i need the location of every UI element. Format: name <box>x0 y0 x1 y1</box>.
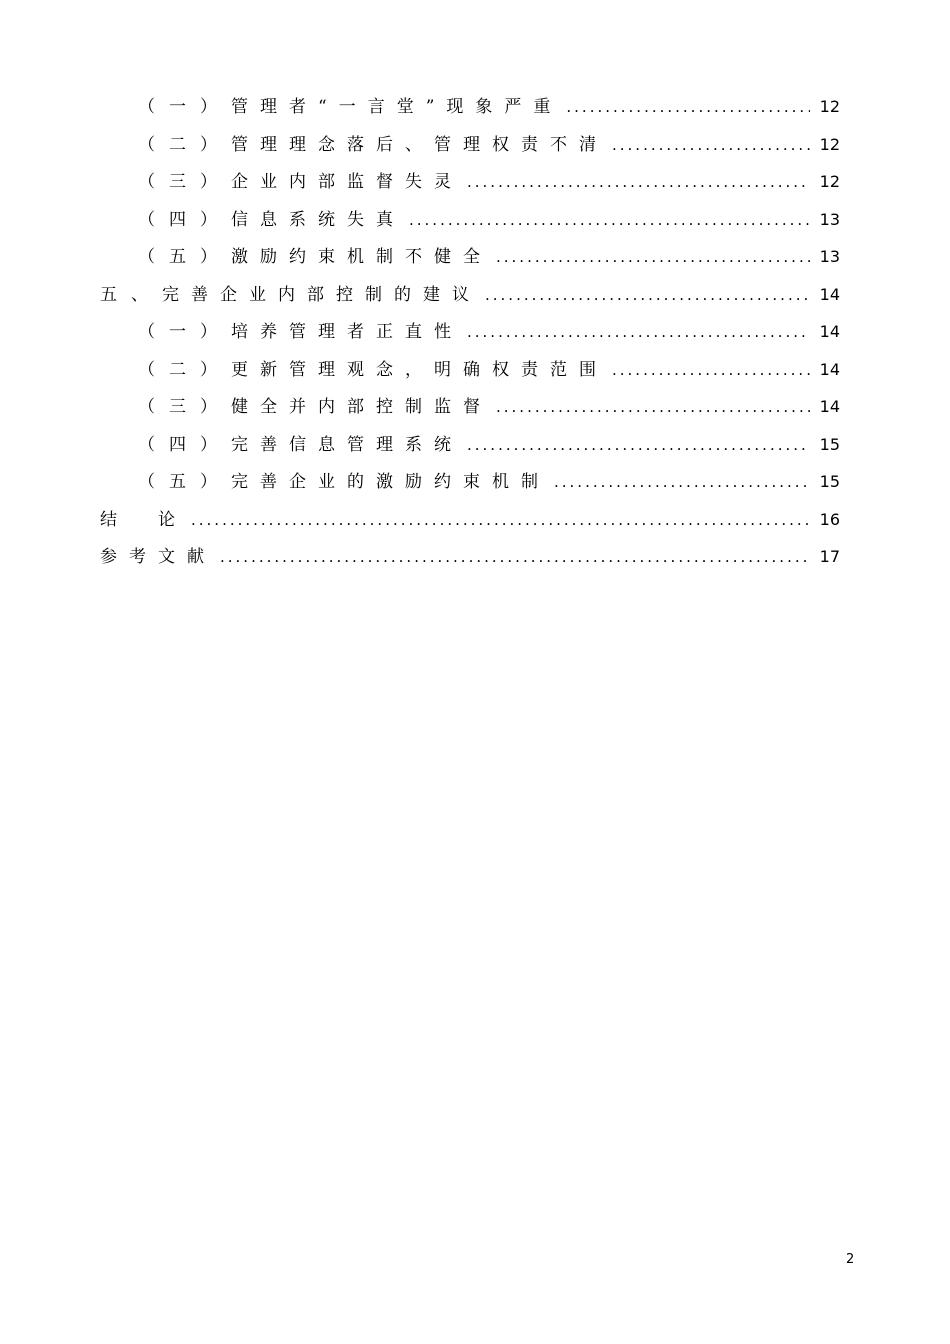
toc-entry-title: 企业内部监督失灵 <box>231 172 463 192</box>
toc-entry-number: （四） <box>138 209 231 230</box>
toc-dot-leader <box>467 173 810 191</box>
toc-dot-leader <box>485 286 810 304</box>
toc-entry-title: 参考文献 <box>100 547 216 567</box>
toc-dot-leader <box>467 323 810 341</box>
toc-entry-title: 培养管理者正直性 <box>231 322 463 342</box>
toc-entry-page: 12 <box>819 134 840 154</box>
toc-entry[interactable] <box>100 92 840 130</box>
toc-dot-leader <box>191 511 810 529</box>
toc-entry[interactable] <box>100 505 840 543</box>
toc-dot-leader <box>467 436 810 454</box>
toc-entry-page: 16 <box>819 509 840 529</box>
toc-entry-title: 结 论 <box>100 509 187 530</box>
toc-entry-number: （二） <box>138 359 231 380</box>
toc-dot-leader <box>566 98 810 116</box>
toc-dot-leader <box>612 136 810 154</box>
toc-entry-title: 管理理念落后、管理权责不清 <box>231 134 608 155</box>
toc-entry-page: 14 <box>819 322 840 341</box>
toc-entry-page: 15 <box>819 434 840 454</box>
toc-entry[interactable] <box>100 242 840 280</box>
toc-entry-title: 完善企业的激励约束机制 <box>231 472 550 492</box>
toc-entry-page: 12 <box>819 97 840 116</box>
toc-entry-title: 管理者“一言堂”现象严重 <box>231 97 563 117</box>
toc-entry-number: 五、 <box>100 284 162 305</box>
toc-entry-title: 更新管理观念，明确权责范围 <box>231 359 608 380</box>
toc-entry-page: 12 <box>819 172 840 191</box>
toc-entry-page: 14 <box>819 397 840 416</box>
toc-entry-title: 完善企业内部控制的建议 <box>162 284 481 305</box>
toc-entry-number: （三） <box>138 397 231 417</box>
toc-entry[interactable] <box>100 542 840 580</box>
toc-entry-number: （一） <box>138 322 231 342</box>
toc-entry-title: 健全并内部控制监督 <box>231 397 492 417</box>
toc-entry-number: （五） <box>138 472 231 492</box>
toc-entry-number: （一） <box>138 97 231 117</box>
toc-entry-page: 13 <box>819 247 840 266</box>
toc-dot-leader <box>554 473 810 491</box>
toc-entry-page: 15 <box>819 472 840 491</box>
table-of-contents <box>100 92 840 580</box>
toc-entry[interactable] <box>100 205 840 243</box>
toc-entry[interactable] <box>100 317 840 355</box>
toc-entry[interactable] <box>100 392 840 430</box>
toc-entry[interactable] <box>100 130 840 168</box>
toc-entry[interactable] <box>100 430 840 468</box>
toc-entry-page: 14 <box>819 284 840 304</box>
toc-entry[interactable] <box>100 355 840 393</box>
toc-entry-number: （二） <box>138 134 231 155</box>
toc-dot-leader <box>220 548 810 566</box>
toc-dot-leader <box>496 398 810 416</box>
toc-entry[interactable] <box>100 280 840 318</box>
toc-entry-page: 13 <box>819 209 840 229</box>
toc-entry-page: 14 <box>819 359 840 379</box>
toc-entry-page: 17 <box>819 547 840 566</box>
toc-entry-title: 信息系统失真 <box>231 209 405 230</box>
toc-entry[interactable] <box>100 167 840 205</box>
toc-entry-number: （五） <box>138 247 231 267</box>
toc-entry-title: 激励约束机制不健全 <box>231 247 492 267</box>
page-number: 2 <box>846 1252 855 1267</box>
toc-entry-number: （三） <box>138 172 231 192</box>
toc-dot-leader <box>409 211 810 229</box>
toc-dot-leader <box>496 248 810 266</box>
toc-dot-leader <box>612 361 810 379</box>
toc-entry-title: 完善信息管理系统 <box>231 434 463 455</box>
toc-entry[interactable] <box>100 467 840 505</box>
toc-entry-number: （四） <box>138 434 231 455</box>
